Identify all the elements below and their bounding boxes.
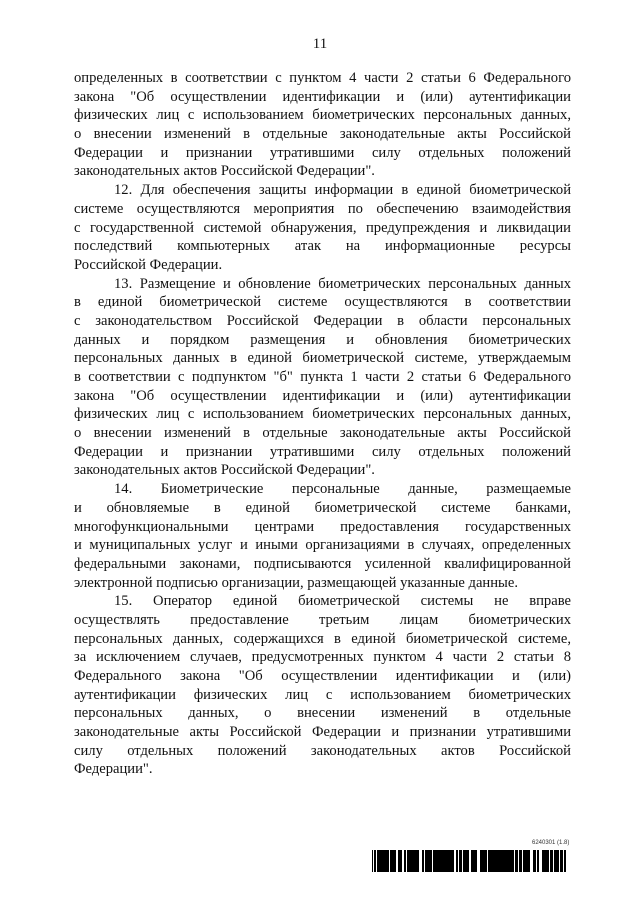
text-line: закона "Об осуществлении идентификации и (или) аутентификации <box>74 88 571 105</box>
text-line: 12. Для обеспечения защиты информации в единой биометрической <box>114 182 571 199</box>
text-line: и муниципальных услуг и иными организациями в случаях, определенных <box>74 537 571 554</box>
text-line: о внесении изменений в отдельные законодательные акты Российской <box>74 425 571 442</box>
text-line: персональных данных, содержащихся в единой биометрической системе, <box>74 630 571 647</box>
text-line: 13. Размещение и обновление биометрических персональных данных <box>114 275 571 292</box>
text-line: данных и порядком размещения и обновления биометрических <box>74 331 571 348</box>
text-line: персональных данных в единой биометрической системе, утверждаемым <box>74 350 571 367</box>
text-line: федеральными законами, подписываются усиленной квалифицированной <box>74 555 571 572</box>
text-line: закона "Об осуществлении идентификации и (или) аутентификации <box>74 387 571 404</box>
text-line: последствий компьютерных атак на информационные ресурсы <box>74 238 571 255</box>
text-line: силу отдельных положений законодательных актов Российской <box>74 742 571 759</box>
text-line: персональных данных, о внесении изменений в отдельные <box>74 705 571 722</box>
document-code: 6240301 (1.8) <box>532 840 570 846</box>
text-line: физических лиц с использованием биометрических персональных данных, <box>74 107 571 124</box>
text-line: осуществлять предоставление третьим лицам биометрических <box>74 611 571 628</box>
text-line: за исключением случаев, предусмотренных пунктом 4 части 2 статьи 8 <box>74 649 571 666</box>
text-line: Российской Федерации. <box>74 256 223 273</box>
text-line: с законодательством Российской Федерации в области персональных <box>74 312 571 329</box>
text-line: Федерации". <box>74 761 153 778</box>
text-line: с государственной системой обнаружения, предупреждения и ликвидации <box>74 219 571 236</box>
text-line: в соответствии с подпунктом "б" пункта 1 части 2 статьи 6 Федерального <box>74 369 571 385</box>
text-line: законодательных актов Российской Федерации". <box>74 462 375 479</box>
text-line: электронной подписью организации, размещающей указанные данные. <box>74 574 518 591</box>
text-line: Федерального закона "Об осуществлении идентификации и (или) <box>74 668 571 684</box>
page-number: 11 <box>312 36 328 52</box>
text-line: Федерации и признании утратившими силу отдельных положений <box>74 443 571 460</box>
text-line: 15. Оператор единой биометрической системы не вправе <box>114 593 571 610</box>
text-line: многофункциональными центрами предоставления государственных <box>74 518 571 535</box>
text-line: законодательных актов Российской Федерации". <box>74 163 375 180</box>
document-body <box>74 69 571 779</box>
text-line: в единой биометрической системе осуществляются в соответствии <box>74 294 571 311</box>
text-line: Федерации и признании утратившими силу отдельных положений <box>74 144 571 161</box>
text-line: определенных в соответствии с пунктом 4 части 2 статьи 6 Федерального <box>74 70 571 86</box>
text-line: аутентификации физических лиц с использованием биометрических <box>74 686 571 703</box>
text-line: законодательные акты Российской Федерации и признании утратившими <box>74 724 571 741</box>
text-line: и обновляемые в единой биометрической системе банками, <box>74 499 571 516</box>
text-line: 14. Биометрические персональные данные, размещаемые <box>114 481 571 498</box>
text-line: системе осуществляются мероприятия по обеспечению взаимодействия <box>74 200 571 217</box>
text-line: физических лиц с использованием биометрических персональных данных, <box>74 406 571 423</box>
text-line: о внесении изменений в отдельные законодательные акты Российской <box>74 126 571 143</box>
barcode-image <box>372 850 568 872</box>
